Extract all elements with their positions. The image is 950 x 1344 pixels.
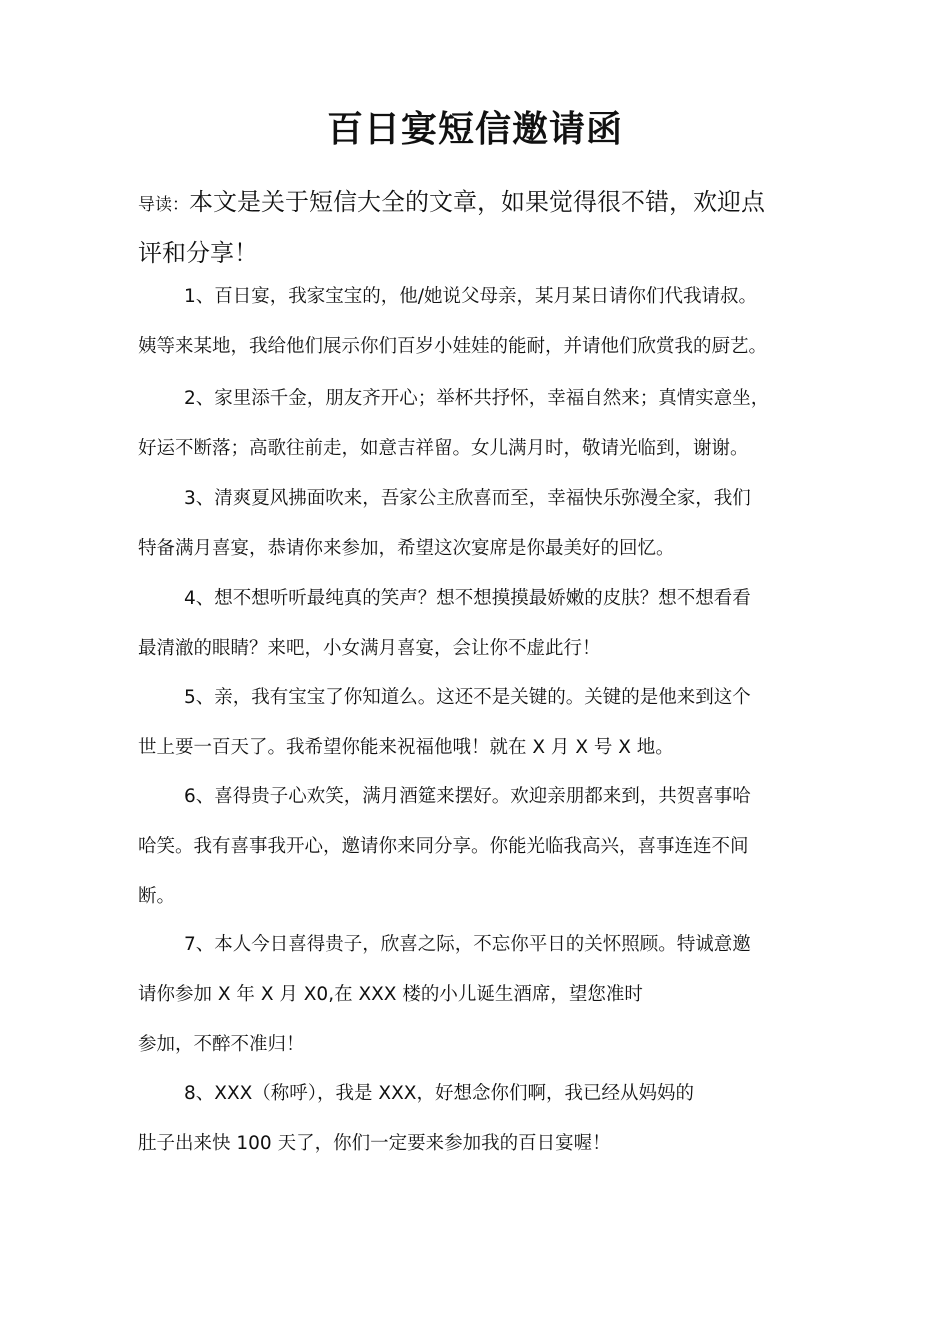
paragraph-line: 姨等来某地，我给他们展示你们百岁小娃娃的能耐，并请他们欣赏我的厨艺。 [138,336,768,357]
paragraph-line: 最清澈的眼睛？来吧，小女满月喜宴，会让你不虚此行！ [138,638,601,659]
paragraph-4 [138,574,828,674]
paragraph-5 [138,673,828,773]
paragraph-line: 6、喜得贵子心欢笑，满月酒筵来摆好。欢迎亲朋都来到，共贺喜事哈 [184,786,751,807]
paragraph-3 [138,474,828,574]
paragraph-line: 好运不断落；高歌往前走，如意吉祥留。女儿满月时，敬请光临到，谢谢。 [138,438,749,459]
paragraph-line: 请你参加 X 年 X 月 X0,在 XXX 楼的小儿诞生酒席，望您准时 [138,984,643,1005]
paragraph-line: 2、家里添千金，朋友齐开心；举杯共抒怀，幸福自然来；真情实意坐， [184,388,770,409]
paragraph-2 [138,374,828,474]
document-title: 百日宴短信邀请函 [326,109,623,150]
paragraph-line: 哈笑。我有喜事我开心，邀请你来同分享。你能光临我高兴，喜事连连不间 [138,836,749,857]
paragraph-line: 5、亲，我有宝宝了你知道么。这还不是关键的。关键的是他来到这个 [184,687,751,708]
paragraph-line: 世上要一百天了。我希望你能来祝福他哦！就在 X 月 X 号 X 地。 [138,737,674,758]
paragraph-8 [138,1069,828,1169]
paragraph-line: 参加，不醉不准归！ [138,1034,305,1055]
paragraph-line: 7、本人今日喜得贵子，欣喜之际，不忘你平日的关怀照顾。特诚意邀 [184,934,751,955]
intro-line-1: 本文是关于短信大全的文章，如果觉得很不错，欢迎点 [189,188,765,216]
paragraph-line: 断。 [138,886,176,907]
paragraph-line: 1、百日宴，我家宝宝的，他/她说父母亲，某月某日请你们代我请叔。 [184,286,758,307]
paragraph-line: 特备满月喜宴，恭请你来参加，希望这次宴席是你最美好的回忆。 [138,538,675,559]
paragraph-1 [138,272,828,372]
intro-paragraph [138,178,828,277]
intro-label: 导读： [138,195,189,215]
paragraph-6 [138,772,828,922]
paragraph-7 [138,920,828,1070]
paragraph-line: 4、想不想听听最纯真的笑声？想不想摸摸最娇嫩的皮肤？想不想看看 [184,588,751,609]
paragraph-line: 8、XXX（称呼），我是 XXX，好想念你们啊，我已经从妈妈的 [184,1083,694,1104]
paragraph-line: 3、清爽夏风拂面吹来，吾家公主欣喜而至，幸福快乐弥漫全家，我们 [184,488,751,509]
intro-line-2: 评和分享！ [138,239,258,267]
paragraph-line: 肚子出来快 100 天了，你们一定要来参加我的百日宴喔！ [138,1133,611,1154]
